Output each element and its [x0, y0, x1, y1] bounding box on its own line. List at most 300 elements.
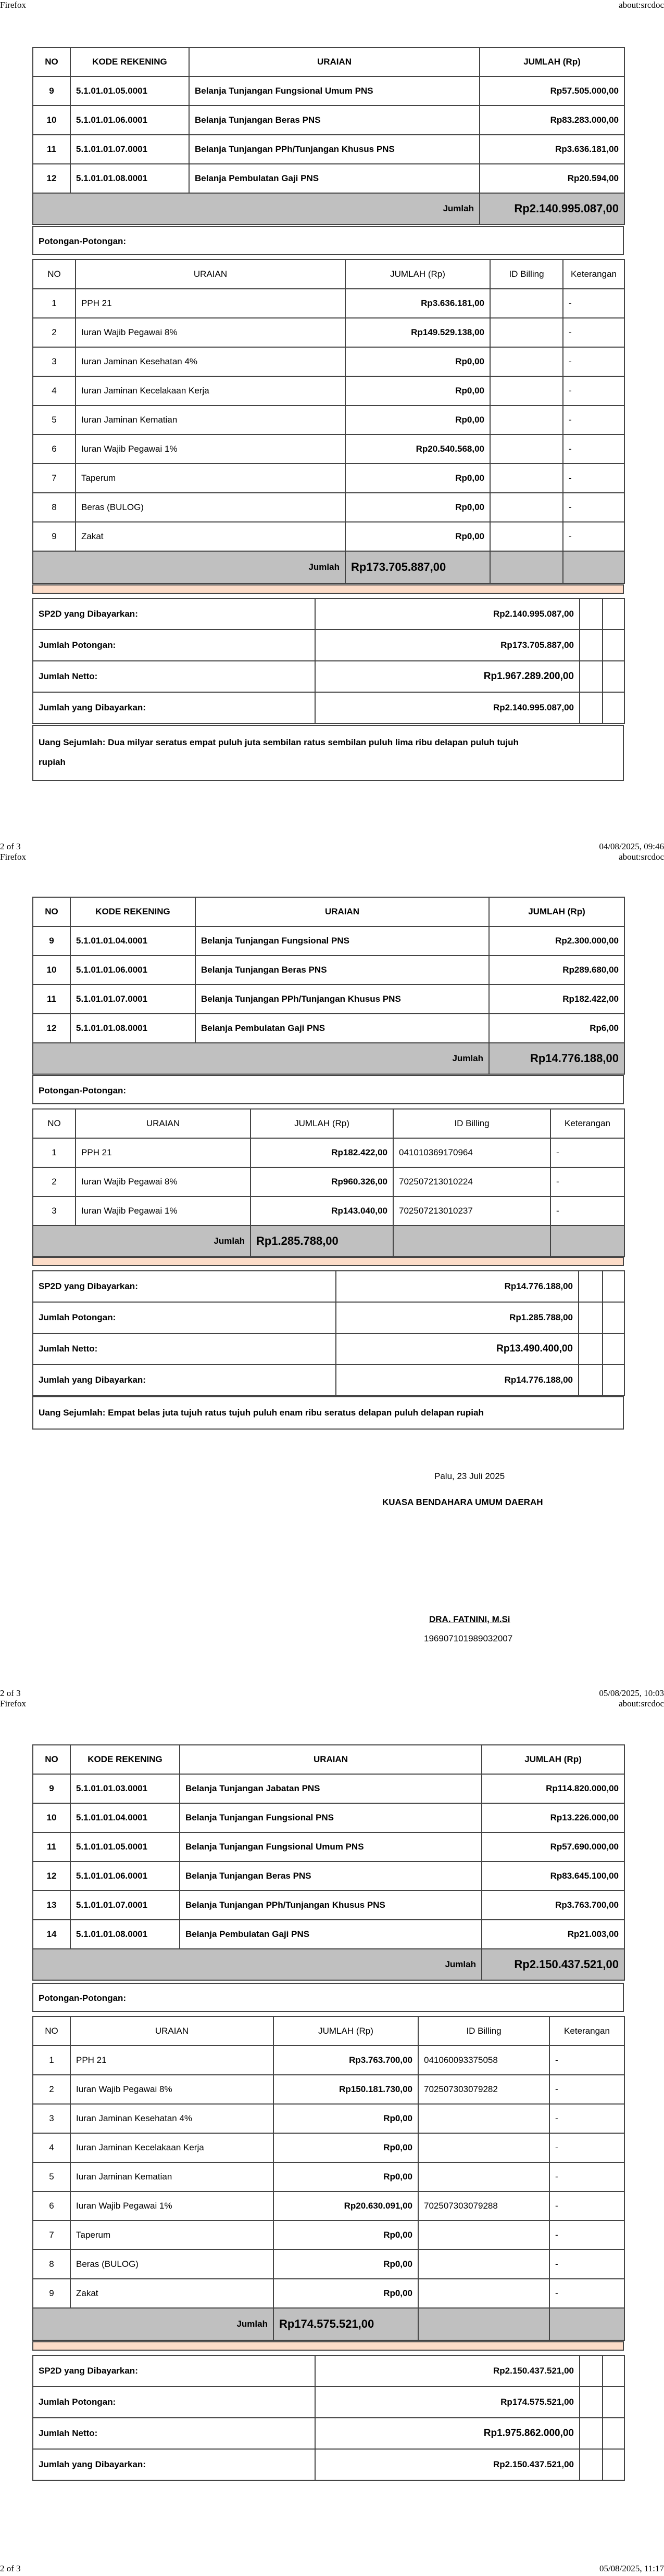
cell-jumlah: Rp0,00: [345, 347, 490, 376]
summary-row: [33, 1364, 624, 1396]
table-row: [33, 985, 624, 1014]
signer-title: KUASA BENDAHARA UMUM DAERAH: [382, 1497, 543, 1507]
cell-no: 7: [33, 2221, 70, 2250]
separator-band: [32, 584, 624, 594]
col-uraian: URAIAN: [76, 260, 345, 289]
table-row: [33, 318, 624, 347]
table-header: [33, 2017, 624, 2046]
cell-no: 9: [33, 76, 70, 106]
cell-uraian: Belanja Pembulatan Gaji PNS: [195, 1014, 489, 1043]
signer-name: DRA. FATNINI, M.Si: [429, 1614, 510, 1624]
summary-value: Rp14.776.188,00: [336, 1364, 579, 1396]
table-header: [33, 1109, 624, 1138]
cell-jumlah: Rp20.540.568,00: [345, 435, 490, 464]
summary-row: [33, 2418, 624, 2449]
cell-jumlah: Rp150.181.730,00: [273, 2075, 418, 2104]
cell-keterangan: -: [549, 2104, 624, 2133]
cell-jumlah: Rp0,00: [345, 405, 490, 435]
summary-row: [33, 2387, 624, 2418]
summary-value: Rp14.776.188,00: [336, 1271, 579, 1302]
table-row: [33, 1861, 624, 1891]
cell-jumlah: Rp0,00: [273, 2221, 418, 2250]
table-row: [33, 435, 624, 464]
col-jumlah: JUMLAH (Rp): [250, 1109, 393, 1138]
cell-id-billing: [418, 2162, 549, 2191]
cell-kode: 5.1.01.01.07.0001: [70, 985, 195, 1014]
potongan-title: Potongan-Potongan:: [39, 236, 127, 246]
summary-row: [33, 2449, 624, 2480]
potongan-table: [32, 259, 625, 584]
table-row: [33, 1167, 624, 1196]
jumlah-label: Jumlah: [33, 193, 480, 224]
col-uraian: URAIAN: [70, 2017, 273, 2046]
col-no: NO: [33, 1109, 76, 1138]
cell-jumlah: Rp3.763.700,00: [482, 1891, 624, 1920]
page-number: 2 of 3: [0, 1688, 21, 1698]
table-header: [33, 1745, 624, 1774]
summary-label: Jumlah Potongan:: [33, 2387, 315, 2418]
cell-kode: 5.1.01.01.06.0001: [70, 106, 189, 135]
empty-cell: [580, 630, 603, 661]
potongan-title: Potongan-Potongan:: [39, 1086, 127, 1095]
potongan-jumlah-row: [33, 1226, 624, 1257]
cell-keterangan: -: [563, 435, 624, 464]
potongan-jumlah-value: Rp173.705.887,00: [345, 551, 490, 583]
potongan-jumlah-label: Jumlah: [33, 1226, 250, 1257]
cell-no: 9: [33, 926, 70, 955]
col-jumlah: JUMLAH (Rp): [482, 1745, 624, 1774]
cell-uraian: Iuran Jaminan Kecelakaan Kerja: [76, 376, 345, 405]
cell-id-billing: [490, 347, 563, 376]
cell-uraian: Belanja Tunjangan Fungsional Umum PNS: [180, 1832, 482, 1861]
cell-keterangan: -: [550, 1196, 624, 1226]
empty-cell: [603, 2355, 624, 2387]
place-date: Palu, 23 Juli 2025: [434, 1471, 505, 1481]
table-row: [33, 2162, 624, 2191]
col-no: NO: [33, 47, 70, 76]
cell-jumlah: Rp0,00: [273, 2162, 418, 2191]
summary-label: Jumlah Netto:: [33, 661, 315, 692]
cell-keterangan: -: [563, 522, 624, 551]
empty-cell: [580, 2418, 603, 2449]
cell-kode: 5.1.01.01.06.0001: [70, 955, 195, 985]
potongan-section: [32, 226, 624, 255]
cell-jumlah: Rp21.003,00: [482, 1920, 624, 1949]
cell-kode: 5.1.01.01.07.0001: [70, 1891, 180, 1920]
cell-no: 11: [33, 135, 70, 164]
summary-label: Jumlah Potongan:: [33, 630, 315, 661]
empty-cell: [579, 1333, 603, 1364]
page-url: about:srcdoc: [619, 0, 664, 10]
cell-uraian: Belanja Tunjangan Beras PNS: [189, 106, 480, 135]
cell-uraian: Belanja Tunjangan PPh/Tunjangan Khusus PNS: [195, 985, 489, 1014]
empty-cell: [393, 1226, 550, 1257]
col-uraian: URAIAN: [195, 897, 489, 926]
empty-cell: [603, 1364, 624, 1396]
cell-jumlah: Rp6,00: [489, 1014, 624, 1043]
cell-keterangan: -: [549, 2133, 624, 2162]
empty-cell: [549, 2308, 624, 2340]
summary-label: SP2D yang Dibayarkan:: [33, 598, 315, 630]
cell-no: 12: [33, 1861, 70, 1891]
cell-kode: 5.1.01.01.05.0001: [70, 76, 189, 106]
table-row: [33, 955, 624, 985]
table-row: [33, 493, 624, 522]
cell-uraian: Belanja Tunjangan Fungsional Umum PNS: [189, 76, 480, 106]
cell-uraian: Belanja Tunjangan PPh/Tunjangan Khusus PNS: [189, 135, 480, 164]
cell-uraian: Belanja Tunjangan Beras PNS: [195, 955, 489, 985]
summary-value: Rp174.575.521,00: [315, 2387, 580, 2418]
jumlah-row: [33, 1043, 624, 1074]
table-row: [33, 1891, 624, 1920]
summary-table: [32, 598, 625, 724]
cell-uraian: Iuran Wajib Pegawai 1%: [76, 1196, 250, 1226]
cell-uraian: Belanja Pembulatan Gaji PNS: [189, 164, 480, 193]
table-row: [33, 405, 624, 435]
cell-no: 9: [33, 2279, 70, 2308]
cell-id-billing: 702507303079282: [418, 2075, 549, 2104]
col-jumlah: JUMLAH (Rp): [480, 47, 624, 76]
cell-id-billing: 702507213010224: [393, 1167, 550, 1196]
cell-no: 12: [33, 1014, 70, 1043]
separator-band: [32, 1257, 624, 1266]
cell-no: 3: [33, 2104, 70, 2133]
empty-cell: [603, 661, 624, 692]
cell-jumlah: Rp960.326,00: [250, 1167, 393, 1196]
empty-cell: [579, 1271, 603, 1302]
summary-label: Jumlah yang Dibayarkan:: [33, 2449, 315, 2480]
potongan-jumlah-value: Rp1.285.788,00: [250, 1226, 393, 1257]
cell-no: 4: [33, 2133, 70, 2162]
cell-uraian: Taperum: [76, 464, 345, 493]
cell-no: 1: [33, 1138, 76, 1167]
cell-uraian: Iuran Jaminan Kesehatan 4%: [76, 347, 345, 376]
cell-kode: 5.1.01.01.08.0001: [70, 164, 189, 193]
summary-row: [33, 692, 624, 723]
potongan-jumlah-row: [33, 2308, 624, 2340]
cell-jumlah: Rp0,00: [273, 2104, 418, 2133]
cell-no: 7: [33, 464, 76, 493]
empty-cell: [603, 1271, 624, 1302]
cell-jumlah: Rp182.422,00: [489, 985, 624, 1014]
terbilang-text-cont: rupiah: [39, 757, 66, 767]
potongan-table: [32, 2016, 625, 2341]
potongan-jumlah-row: [33, 551, 624, 583]
cell-id-billing: [418, 2221, 549, 2250]
cell-id-billing: [490, 522, 563, 551]
cell-keterangan: -: [550, 1167, 624, 1196]
table-row: [33, 1138, 624, 1167]
cell-uraian: PPH 21: [70, 2046, 273, 2075]
cell-no: 8: [33, 2250, 70, 2279]
cell-keterangan: -: [549, 2046, 624, 2075]
empty-cell: [579, 1364, 603, 1396]
cell-uraian: Belanja Tunjangan Jabatan PNS: [180, 1774, 482, 1803]
summary-label: Jumlah Netto:: [33, 2418, 315, 2449]
cell-keterangan: -: [550, 1138, 624, 1167]
summary-value: Rp13.490.400,00: [336, 1333, 579, 1364]
cell-jumlah: Rp0,00: [345, 376, 490, 405]
summary-value: Rp1.285.788,00: [336, 1302, 579, 1333]
cell-no: 9: [33, 522, 76, 551]
terbilang-box: [32, 1396, 624, 1430]
cell-keterangan: -: [563, 464, 624, 493]
summary-label: Jumlah yang Dibayarkan:: [33, 1364, 336, 1396]
cell-uraian: Taperum: [70, 2221, 273, 2250]
col-kode: KODE REKENING: [70, 47, 189, 76]
cell-keterangan: -: [563, 376, 624, 405]
summary-label: SP2D yang Dibayarkan:: [33, 2355, 315, 2387]
cell-jumlah: Rp0,00: [345, 493, 490, 522]
table-row: [33, 106, 624, 135]
col-no: NO: [33, 260, 76, 289]
summary-row: [33, 2355, 624, 2387]
summary-label: Jumlah yang Dibayarkan:: [33, 692, 315, 723]
cell-no: 4: [33, 376, 76, 405]
empty-cell: [550, 1226, 624, 1257]
cell-uraian: Iuran Wajib Pegawai 1%: [76, 435, 345, 464]
cell-uraian: PPH 21: [76, 289, 345, 318]
cell-keterangan: -: [563, 347, 624, 376]
potongan-jumlah-label: Jumlah: [33, 2308, 273, 2340]
cell-jumlah: Rp0,00: [345, 522, 490, 551]
cell-no: 11: [33, 985, 70, 1014]
cell-uraian: Beras (BULOG): [70, 2250, 273, 2279]
terbilang-text: Uang Sejumlah: Dua milyar seratus empat puluh juta sembilan ratus sembilan puluh lima ribu delapan puluh tujuh: [39, 737, 519, 747]
cell-id-billing: [418, 2133, 549, 2162]
table-row: [33, 347, 624, 376]
cell-uraian: Iuran Jaminan Kematian: [70, 2162, 273, 2191]
cell-id-billing: 041010369170964: [393, 1138, 550, 1167]
cell-id-billing: [490, 376, 563, 405]
jumlah-row: [33, 1949, 624, 1980]
cell-jumlah: Rp0,00: [273, 2279, 418, 2308]
rekening-table: [32, 897, 625, 1075]
empty-cell: [603, 1333, 624, 1364]
cell-uraian: Zakat: [70, 2279, 273, 2308]
empty-cell: [603, 598, 624, 630]
cell-jumlah: Rp57.690.000,00: [482, 1832, 624, 1861]
table-header: [33, 260, 624, 289]
cell-no: 3: [33, 347, 76, 376]
cell-jumlah: Rp114.820.000,00: [482, 1774, 624, 1803]
cell-no: 10: [33, 106, 70, 135]
cell-keterangan: -: [563, 405, 624, 435]
cell-id-billing: 702507213010237: [393, 1196, 550, 1226]
cell-no: 14: [33, 1920, 70, 1949]
cell-keterangan: -: [549, 2075, 624, 2104]
potongan-section: [32, 1983, 624, 2012]
cell-no: 2: [33, 318, 76, 347]
table-row: [33, 1196, 624, 1226]
col-keterangan: Keterangan: [550, 1109, 624, 1138]
col-id-billing: ID Billing: [393, 1109, 550, 1138]
cell-no: 3: [33, 1196, 76, 1226]
col-uraian: URAIAN: [180, 1745, 482, 1774]
table-row: [33, 289, 624, 318]
summary-row: [33, 1333, 624, 1364]
rekening-table: [32, 1744, 625, 1981]
signer-nip: 196907101989032007: [424, 1634, 513, 1643]
cell-id-billing: [490, 464, 563, 493]
cell-no: 9: [33, 1774, 70, 1803]
potongan-table: [32, 1108, 625, 1257]
col-kode: KODE REKENING: [70, 1745, 180, 1774]
summary-table: [32, 1270, 625, 1396]
table-row: [33, 2075, 624, 2104]
col-uraian: URAIAN: [76, 1109, 250, 1138]
cell-uraian: Iuran Wajib Pegawai 8%: [76, 1167, 250, 1196]
cell-kode: 5.1.01.01.04.0001: [70, 1803, 180, 1832]
empty-cell: [580, 598, 603, 630]
cell-jumlah: Rp0,00: [273, 2133, 418, 2162]
cell-uraian: Belanja Tunjangan Beras PNS: [180, 1861, 482, 1891]
empty-cell: [603, 2449, 624, 2480]
cell-jumlah: Rp20.594,00: [480, 164, 624, 193]
cell-id-billing: [490, 289, 563, 318]
print-datetime: 05/08/2025, 11:17: [599, 2564, 664, 2573]
cell-uraian: Zakat: [76, 522, 345, 551]
empty-cell: [603, 692, 624, 723]
cell-jumlah: Rp143.040,00: [250, 1196, 393, 1226]
col-id-billing: ID Billing: [418, 2017, 549, 2046]
cell-uraian: Belanja Tunjangan Fungsional PNS: [195, 926, 489, 955]
cell-jumlah: Rp83.645.100,00: [482, 1861, 624, 1891]
separator-band: [32, 2341, 624, 2351]
empty-cell: [580, 692, 603, 723]
cell-kode: 5.1.01.01.08.0001: [70, 1014, 195, 1043]
summary-row: [33, 630, 624, 661]
cell-kode: 5.1.01.01.04.0001: [70, 926, 195, 955]
cell-keterangan: -: [549, 2191, 624, 2221]
cell-uraian: Beras (BULOG): [76, 493, 345, 522]
potongan-jumlah-value: Rp174.575.521,00: [273, 2308, 418, 2340]
cell-no: 1: [33, 289, 76, 318]
empty-cell: [603, 1302, 624, 1333]
terbilang-text: Uang Sejumlah: Empat belas juta tujuh ratus tujuh puluh enam ribu seratus delapan puluh delapan rupiah: [39, 1408, 484, 1418]
cell-jumlah: Rp13.226.000,00: [482, 1803, 624, 1832]
table-row: [33, 2133, 624, 2162]
cell-keterangan: -: [549, 2279, 624, 2308]
table-header: [33, 47, 624, 76]
browser-name: Firefox: [0, 1699, 27, 1708]
summary-value: Rp2.140.995.087,00: [315, 598, 580, 630]
terbilang-box: [32, 725, 624, 781]
summary-row: [33, 598, 624, 630]
col-kode: KODE REKENING: [70, 897, 195, 926]
col-no: NO: [33, 2017, 70, 2046]
cell-id-billing: 041060093375058: [418, 2046, 549, 2075]
cell-jumlah: Rp0,00: [273, 2250, 418, 2279]
col-id-billing: ID Billing: [490, 260, 563, 289]
table-row: [33, 376, 624, 405]
page-url: about:srcdoc: [619, 852, 664, 862]
col-keterangan: Keterangan: [549, 2017, 624, 2046]
cell-id-billing: [490, 318, 563, 347]
table-row: [33, 1832, 624, 1861]
table-row: [33, 522, 624, 551]
potongan-section: [32, 1075, 624, 1104]
cell-kode: 5.1.01.01.03.0001: [70, 1774, 180, 1803]
cell-jumlah: Rp182.422,00: [250, 1138, 393, 1167]
summary-row: [33, 1271, 624, 1302]
cell-id-billing: [490, 435, 563, 464]
table-row: [33, 2221, 624, 2250]
summary-value: Rp1.975.862.000,00: [315, 2418, 580, 2449]
cell-keterangan: -: [549, 2162, 624, 2191]
cell-no: 1: [33, 2046, 70, 2075]
jumlah-value: Rp14.776.188,00: [489, 1043, 624, 1074]
summary-row: [33, 1302, 624, 1333]
cell-kode: 5.1.01.01.05.0001: [70, 1832, 180, 1861]
table-row: [33, 1774, 624, 1803]
cell-uraian: Iuran Wajib Pegawai 8%: [76, 318, 345, 347]
cell-uraian: Belanja Pembulatan Gaji PNS: [180, 1920, 482, 1949]
cell-id-billing: [490, 405, 563, 435]
cell-jumlah: Rp2.300.000,00: [489, 926, 624, 955]
jumlah-value: Rp2.150.437.521,00: [482, 1949, 624, 1980]
summary-value: Rp2.140.995.087,00: [315, 692, 580, 723]
cell-no: 2: [33, 1167, 76, 1196]
cell-uraian: Iuran Jaminan Kematian: [76, 405, 345, 435]
table-row: [33, 926, 624, 955]
browser-name: Firefox: [0, 852, 27, 862]
table-row: [33, 76, 624, 106]
cell-no: 12: [33, 164, 70, 193]
table-row: [33, 2191, 624, 2221]
browser-name: Firefox: [0, 0, 27, 10]
cell-kode: 5.1.01.01.07.0001: [70, 135, 189, 164]
empty-cell: [563, 551, 624, 583]
cell-no: 6: [33, 2191, 70, 2221]
cell-id-billing: 702507303079288: [418, 2191, 549, 2221]
table-row: [33, 2250, 624, 2279]
empty-cell: [418, 2308, 549, 2340]
col-no: NO: [33, 897, 70, 926]
page-number: 2 of 3: [0, 841, 21, 851]
cell-jumlah: Rp0,00: [345, 464, 490, 493]
cell-id-billing: [418, 2104, 549, 2133]
table-row: [33, 164, 624, 193]
cell-uraian: Iuran Wajib Pegawai 8%: [70, 2075, 273, 2104]
summary-value: Rp1.967.289.200,00: [315, 661, 580, 692]
col-jumlah: JUMLAH (Rp): [273, 2017, 418, 2046]
cell-jumlah: Rp20.630.091,00: [273, 2191, 418, 2221]
cell-no: 2: [33, 2075, 70, 2104]
col-keterangan: Keterangan: [563, 260, 624, 289]
cell-kode: 5.1.01.01.06.0001: [70, 1861, 180, 1891]
summary-label: Jumlah Netto:: [33, 1333, 336, 1364]
empty-cell: [580, 2355, 603, 2387]
cell-keterangan: -: [549, 2221, 624, 2250]
cell-keterangan: -: [563, 318, 624, 347]
jumlah-label: Jumlah: [33, 1043, 489, 1074]
table-row: [33, 2104, 624, 2133]
col-jumlah: JUMLAH (Rp): [489, 897, 624, 926]
cell-no: 10: [33, 955, 70, 985]
potongan-jumlah-label: Jumlah: [33, 551, 345, 583]
empty-cell: [603, 2418, 624, 2449]
potongan-title: Potongan-Potongan:: [39, 1993, 127, 2003]
empty-cell: [580, 2387, 603, 2418]
jumlah-label: Jumlah: [33, 1949, 482, 1980]
cell-jumlah: Rp83.283.000,00: [480, 106, 624, 135]
cell-keterangan: -: [549, 2250, 624, 2279]
cell-uraian: Iuran Jaminan Kesehatan 4%: [70, 2104, 273, 2133]
rekening-table: [32, 47, 625, 225]
summary-value: Rp173.705.887,00: [315, 630, 580, 661]
cell-keterangan: -: [563, 493, 624, 522]
